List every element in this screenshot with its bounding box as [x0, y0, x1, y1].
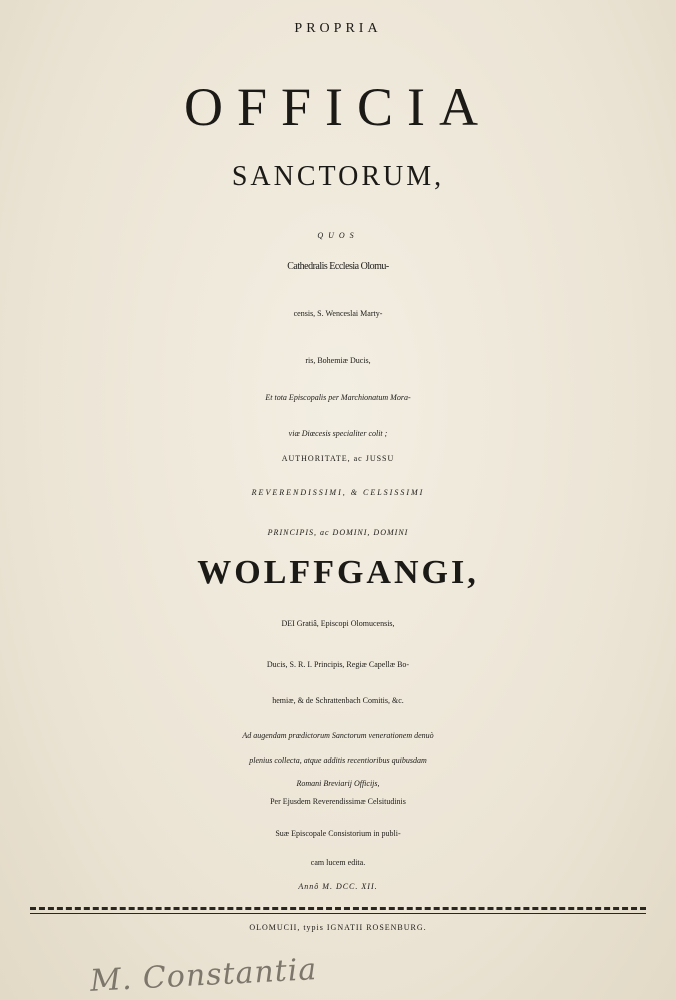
text-line-hemiae: hemiæ, & de Schrattenbach Comitis, &c.	[272, 696, 404, 705]
text-line-principis: PRINCIPIS, ac DOMINI, DOMINI	[267, 528, 409, 537]
text-line-authoritate: AUTHORITATE, ac JUSSU	[281, 454, 395, 463]
title-line-propria: PROPRIA	[294, 21, 382, 36]
text-line-ducis: Ducis, S. R. I. Principis, Regiæ Capellæ Bo-	[266, 660, 410, 669]
text-line-cam-lucem: cam lucem edita.	[310, 858, 366, 867]
text-line-plenius: plenius collecta, atque additis recentioribus quibusdam	[249, 756, 427, 765]
text-line-anno: Annô M. DCC. XII.	[298, 882, 378, 891]
quos-line: QUOS	[317, 231, 359, 240]
text-line-ad-augendam: Ad augendam prædictorum Sanctorum venerationem denuò	[242, 731, 434, 740]
text-line-et-tota: Et tota Episcopalis per Marchionatum Mora-	[265, 393, 411, 402]
imprint-line: OLOMUCII, typis IGNATII ROSENBURG.	[249, 923, 427, 932]
text-line-ris: ris, Bohemiæ Ducis,	[305, 356, 371, 365]
text-line-censis: censis, S. Wenceslai Marty-	[293, 309, 383, 318]
title-line-officia: OFFICIA	[183, 77, 493, 137]
text-line-suae: Suæ Episcopale Consistorium in publi-	[275, 829, 401, 838]
handwritten-signature: M. Constantia	[89, 952, 319, 999]
ornamental-rule	[30, 907, 646, 910]
text-line-viae: viæ Diœcesis specialiter colit ;	[288, 429, 388, 438]
text-line-per-ejusdem: Per Ejusdem Reverendissimæ Celsitudinis	[270, 797, 406, 806]
text-line-romani: Romani Breviarij Officijs,	[296, 779, 380, 788]
text-line-reverendissimi: REVERENDISSIMI, & CELSISSIMI	[251, 488, 425, 497]
thin-rule	[30, 913, 646, 914]
text-line-wolffgangi: WOLFFGANGI,	[197, 554, 479, 591]
text-line-dei-gratia: DEI Gratiâ, Episcopi Olomucensis,	[281, 619, 395, 628]
title-line-sanctorum: SANCTORUM,	[231, 161, 445, 192]
text-line-cathedralis: Cathedralis Ecclesia Olomu-	[287, 261, 389, 272]
